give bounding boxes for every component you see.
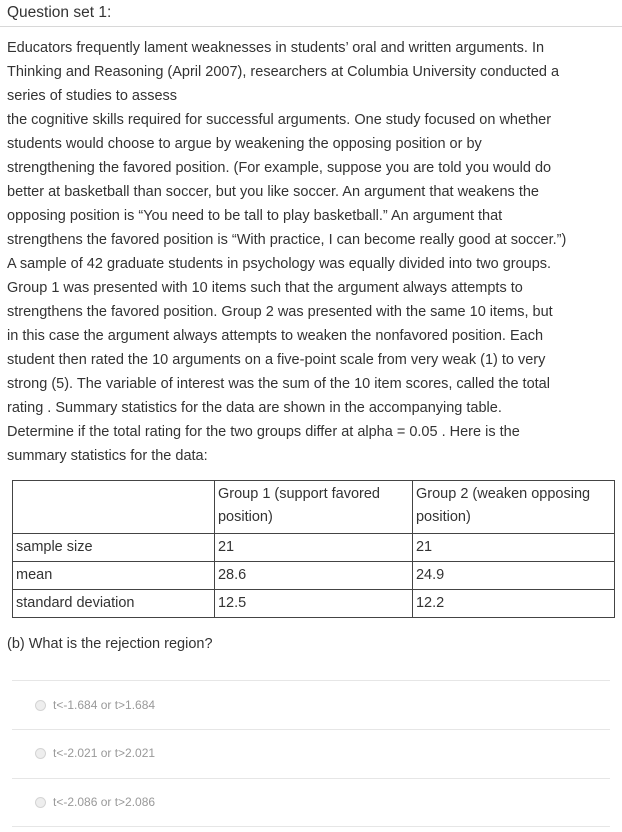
table-header-cell: Group 1 (support favored position): [214, 481, 412, 534]
passage-line: student then rated the 10 arguments on a five-point scale from very weak (1) to very: [7, 352, 546, 368]
title-divider: [0, 26, 622, 27]
row-label: standard deviation: [13, 590, 215, 618]
passage-line: summary statistics for the data:: [7, 448, 208, 464]
passage-line: A sample of 42 graduate students in psychology was equally divided into two groups.: [7, 256, 552, 272]
passage-line: Thinking and Reasoning (April 2007), researchers at Columbia University conducted a: [7, 64, 560, 80]
option-divider: [12, 680, 610, 681]
passage-line: the cognitive skills required for successful arguments. One study focused on whether: [7, 112, 552, 128]
passage-line: strengthens the favored position is “With practice, I can become really good at soccer.”): [7, 232, 567, 248]
group2-value: 21: [412, 534, 614, 562]
passage-line: in this case the argument always attempts to weaken the nonfavored position. Each: [7, 328, 544, 344]
radio-button[interactable]: [35, 748, 46, 759]
option-label: t<-2.021 or t>2.021: [53, 746, 156, 760]
passage-line: rating . Summary statistics for the data are shown in the accompanying table.: [7, 400, 502, 416]
row-label: sample size: [13, 534, 215, 562]
table-row: [13, 562, 615, 590]
group2-value: 12.2: [412, 590, 614, 618]
option-label: t<-1.684 or t>1.684: [53, 698, 156, 712]
group1-value: 28.6: [214, 562, 412, 590]
radio-button[interactable]: [35, 700, 46, 711]
question-set-title: Question set 1:: [7, 4, 112, 21]
passage-line: Group 1 was presented with 10 items such that the argument always attempts to: [7, 280, 523, 296]
table-row: [13, 590, 615, 618]
passage-line: strengthening the favored position. (For example, suppose you are told you would do: [7, 160, 552, 176]
passage-line: strong (5). The variable of interest was the sum of the 10 item scores, called the total: [7, 376, 550, 392]
passage-line: better at basketball than soccer, but you like soccer. An argument that weakens the: [7, 184, 539, 200]
passage-line: series of studies to assess: [7, 88, 178, 104]
group1-value: 12.5: [214, 590, 412, 618]
answer-option[interactable]: [35, 698, 155, 712]
group2-value: 24.9: [412, 562, 614, 590]
table-header-cell: [13, 481, 215, 534]
answer-option[interactable]: [35, 746, 155, 760]
row-label: mean: [13, 562, 215, 590]
passage-line: opposing position is “You need to be tall to play basketball.” An argument that: [7, 208, 503, 224]
table-header-row: [13, 481, 615, 534]
passage-line: strengthens the favored position. Group 2 was presented with the same 10 items, but: [7, 304, 553, 320]
passage-line: Educators frequently lament weaknesses in students’ oral and written arguments. In: [7, 40, 545, 56]
passage-line: Determine if the total rating for the two groups differ at alpha = 0.05 . Here is the: [7, 424, 520, 440]
option-label: t<-2.086 or t>2.086: [53, 795, 156, 809]
table-header-cell: Group 2 (weaken opposing position): [412, 481, 614, 534]
option-divider: [12, 729, 610, 730]
answer-option[interactable]: [35, 795, 155, 809]
passage-line: students would choose to argue by weakening the opposing position or by: [7, 136, 482, 152]
question-passage: [7, 36, 617, 468]
option-divider: [12, 778, 610, 779]
radio-button[interactable]: [35, 797, 46, 808]
summary-statistics-table: [12, 480, 615, 618]
table-row: [13, 534, 615, 562]
option-divider: [12, 826, 610, 827]
question-prompt: (b) What is the rejection region?: [7, 636, 213, 652]
group1-value: 21: [214, 534, 412, 562]
